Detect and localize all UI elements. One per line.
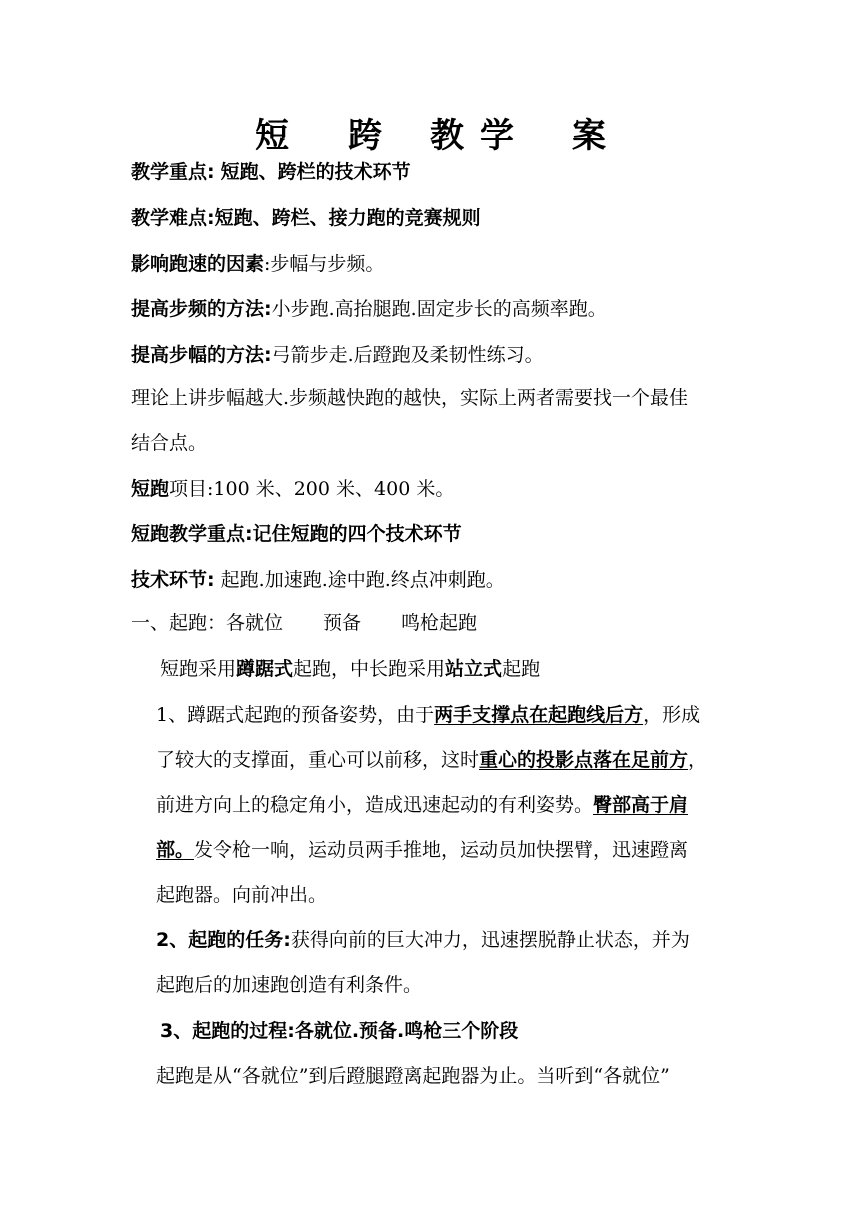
line-teaching-difficulty: 教学难点:短跑、跨栏、接力跑的竞赛规则 (131, 207, 481, 229)
line-start-process-desc: 起跑是从“各就位”到后蹬腿蹬离起跑器为止。当听到“各就位” (156, 1065, 670, 1087)
line-start-task-1: 2、起跑的任务:获得向前的巨大冲力，迅速摆脱静止状态，并为 (156, 929, 690, 951)
line-sprint-events: 短跑项目:100 米、200 米、400 米。 (131, 478, 455, 500)
title-char-2: 跨 (348, 116, 382, 156)
line-crouch-4: 部。发令枪一响，运动员两手推地，运动员加快摆臂，迅速蹬离 (156, 839, 689, 861)
line-crouch-5: 起跑器。向前冲出。 (156, 884, 328, 906)
line-stride-frequency: 提高步频的方法:小步跑.高抬腿跑.固定步长的高频率跑。 (131, 298, 607, 320)
title-char-3: 教 (430, 116, 464, 156)
line-theory-2: 结合点。 (131, 432, 208, 454)
title-char-1: 短 (255, 116, 289, 156)
line-start-process: 3、起跑的过程:各就位.预备.鸣枪三个阶段 (160, 1020, 519, 1042)
line-tech-phases: 技术环节: 起跑.加速跑.途中跑.终点冲刺跑。 (131, 569, 505, 591)
line-stride-length: 提高步幅的方法:弓箭步走.后蹬跑及柔韧性练习。 (131, 344, 544, 366)
line-theory-1: 理论上讲步幅越大.步频越快跑的越快，实际上两者需要找一个最佳 (131, 387, 689, 409)
line-crouch-3: 前进方向上的稳定角小，造成迅速起动的有利姿势。臀部高于肩 (156, 794, 689, 816)
line-crouch-1: 1、蹲踞式起跑的预备姿势，由于两手支撑点在起跑线后方，形成 (156, 704, 701, 726)
title-char-5: 案 (572, 116, 606, 156)
line-teaching-focus: 教学重点: 短跑、跨栏的技术环节 (131, 161, 411, 183)
line-crouch-2: 了较大的支撑面，重心可以前移，这时重心的投影点落在足前方， (156, 749, 708, 771)
line-speed-factors: 影响跑速的因素:步幅与步频。 (131, 253, 385, 275)
line-start-task-2: 起跑后的加速跑创造有利条件。 (156, 974, 423, 996)
document-title (0, 100, 860, 160)
line-sprint-focus: 短跑教学重点:记住短跑的四个技术环节 (131, 523, 462, 545)
line-start-commands: 一、起跑：各就位 预备 鸣枪起跑 (131, 612, 478, 634)
title-char-4: 学 (480, 116, 514, 156)
line-start-types: 短跑采用蹲踞式起跑，中长跑采用站立式起跑 (160, 658, 541, 680)
